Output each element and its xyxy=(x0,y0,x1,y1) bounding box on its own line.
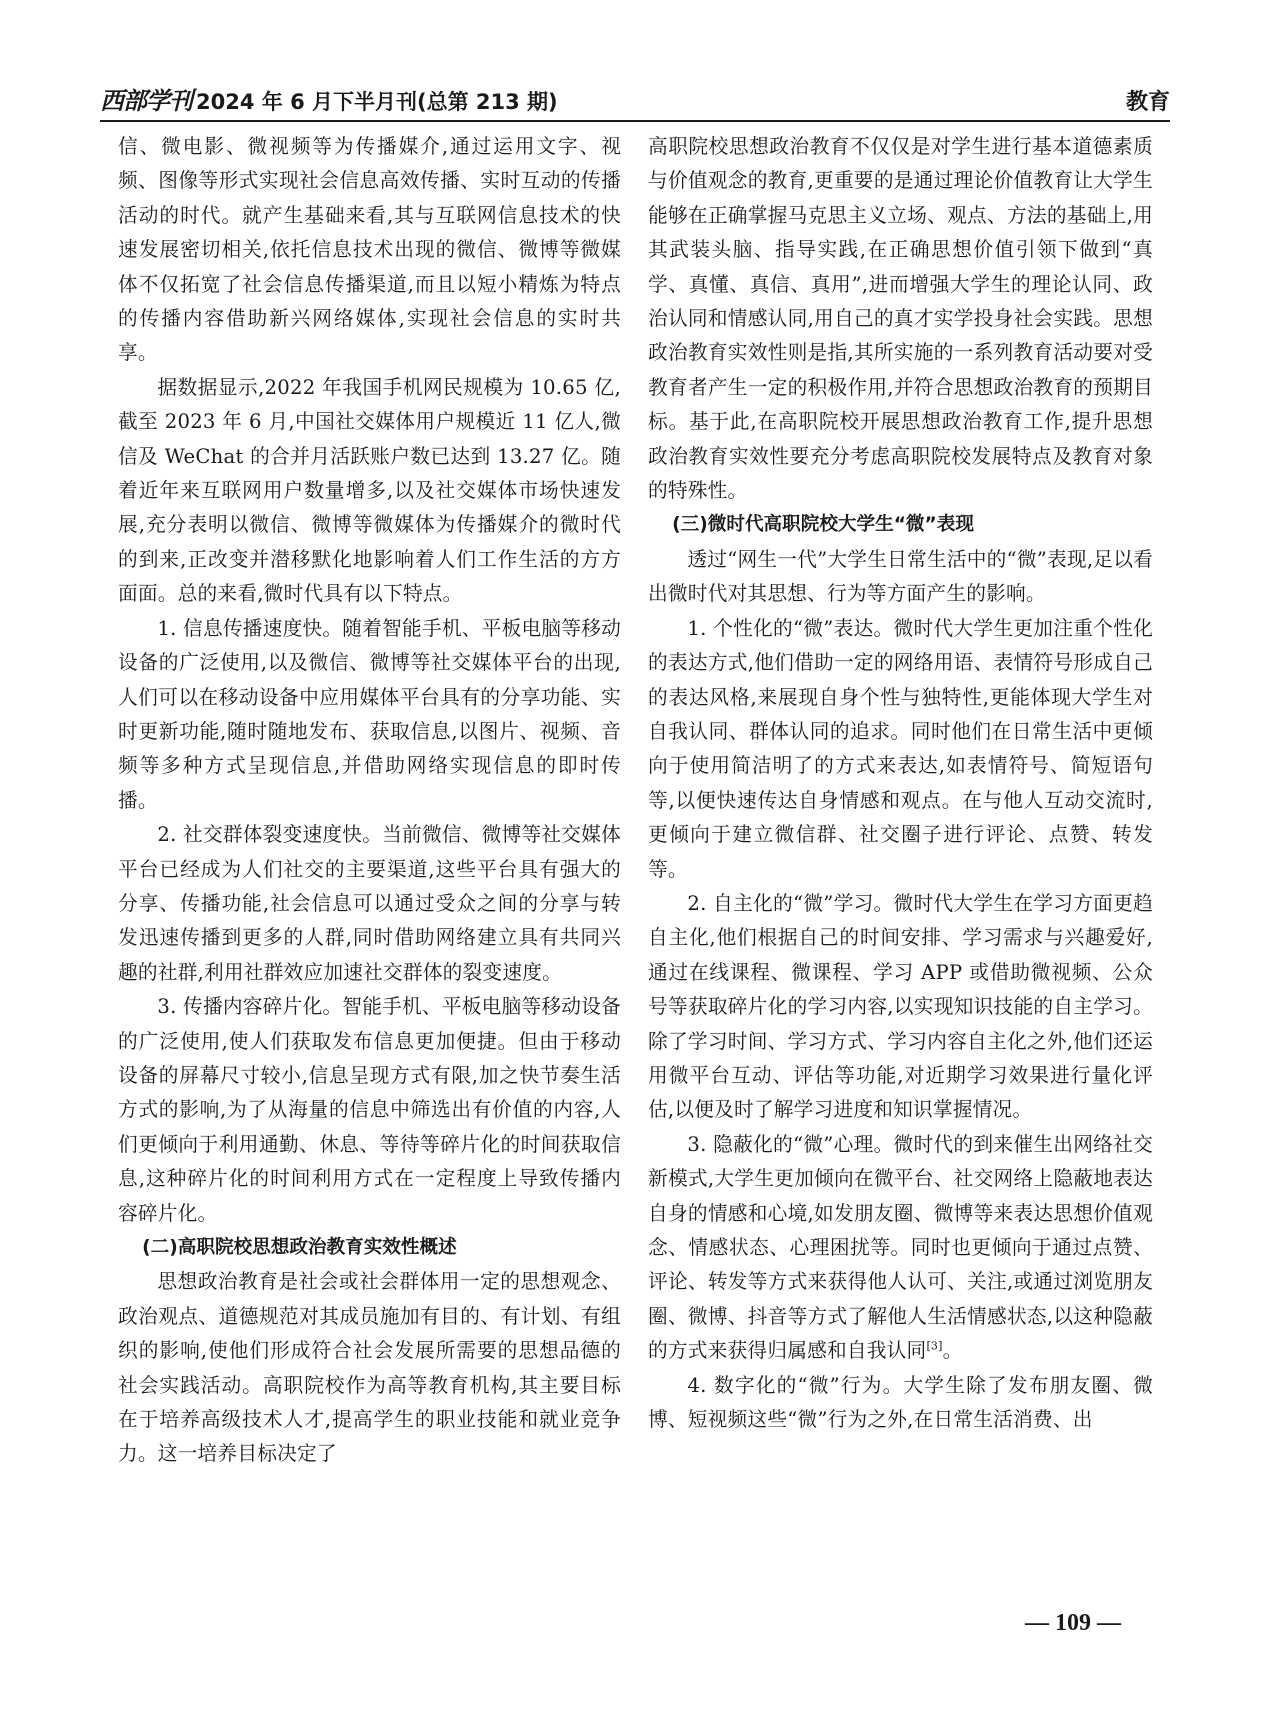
journal-logo: 西部学刊 xyxy=(100,86,192,115)
left-column xyxy=(118,130,621,1472)
page-number: — 109 — xyxy=(1025,1610,1121,1636)
citation-ref: [3] xyxy=(926,1339,943,1353)
paragraph: 信、微电影、微视频等为传播媒介,通过运用文字、视频、图像等形式实现社会信息高效传播、实时互动的传播活动的时代。就产生基础来看,其与互联网信息技术的快速发展密切相关,依托信息技术出现的微信、微博等微媒体不仅拓宽了社会信息传播渠道,而且以短小精炼为特点的传播内容借助新兴网络媒体,实现社会信息的实时共享。 xyxy=(118,135,621,365)
paragraph: 1. 个性化的“微”表达。微时代大学生更加注重个性化的表达方式,他们借助一定的网络用语、表情符号形成自己的表达风格,来展现自身个性与独特性,更能体现大学生对自我认同、群体认同的追求。同时他们在日常生活中更倾向于使用简洁明了的方式来表达,如表情符号、简短语句等,以便快速传达自身情感和观点。在与他人互动交流时,更倾向于建立微信群、社交圈子进行评论、点赞、转发等。 xyxy=(648,616,1153,881)
paragraph-text: 3. 隐蔽化的“微”心理。微时代的到来催生出网络社交新模式,大学生更加倾向在微平台、社交网络上隐蔽地表达自身的情感和心境,如发朋友圈、微博等来表达思想价值观念、情感状态、心理困扰等。同时也更倾向于通过点赞、评论、转发等方式来获得他人认可、关注,或通过浏览朋友圈、微博、抖音等方式了解他人生活情感状态,以这种隐蔽的方式来获得归属感和自我认同 xyxy=(648,1132,1153,1363)
paragraph-end: 。 xyxy=(942,1339,963,1363)
paragraph: 高职院校思想政治教育不仅仅是对学生进行基本道德素质与价值观念的教育,更重要的是通过理论价值教育让大学生能够在正确掌握马克思主义立场、观点、方法的基础上,用其武装头脑、指导实践,在正确思想价值引领下做到“真学、真懂、真信、真用”,进而增强大学生的理论认同、政治认同和情感认同,用自己的真才实学投身社会实践。思想政治教育实效性则是指,其所实施的一系列教育活动要对受教育者产生一定的积极作用,并符合思想政治教育的预期目标。基于此,在高职院校开展思想政治教育工作,提升思想政治教育实效性要充分考虑高职院校发展特点及教育对象的特殊性。 xyxy=(648,135,1153,503)
header-left xyxy=(100,81,558,120)
section-label: 教育 xyxy=(1125,90,1170,115)
right-column xyxy=(648,130,1153,1437)
paragraph xyxy=(648,1128,1153,1369)
issue-info: 2024 年 6 月下半月刊(总第 213 期) xyxy=(196,90,558,114)
paragraph: 2. 自主化的“微”学习。微时代大学生在学习方面更趋自主化,他们根据自己的时间安排、学习需求与兴趣爱好,通过在线课程、微课程、学习 APP 或借助微视频、公众号等获取碎片化的学习内容,以实现知识技能的自主学习。除了学习时间、学习方式、学习内容自主化之外,他们还运用微平台互动、评估等功能,对近期学习效果进行量化评估,以便及时了解学习进度和知识掌握情况。 xyxy=(648,891,1153,1122)
running-header xyxy=(100,86,1170,122)
paragraph: 据数据显示,2022 年我国手机网民规模为 10.65 亿,截至 2023 年 6 月,中国社交媒体用户规模近 11 亿人,微信及 WeChat 的合并月活跃账户数已达到 13.27 亿。随着近年来互联网用户数量增多,以及社交媒体市场快速发展,充分表明以微信、微博等微媒体为传播媒介的微时代的到来,正改变并潜移默化地影响着人们工作生活的方方面面。总的来看,微时代具有以下特点。 xyxy=(118,375,621,606)
section-heading: (二)高职院校思想政治教育实效性概述 xyxy=(142,1237,457,1258)
paragraph: 透过“网生一代”大学生日常生活中的“微”表现,足以看出微时代对其思想、行为等方面产生的影响。 xyxy=(648,547,1153,606)
paragraph: 2. 社交群体裂变速度快。当前微信、微博等社交媒体平台已经成为人们社交的主要渠道,这些平台具有强大的分享、传播功能,社会信息可以通过受众之间的分享与转发迅速传播到更多的人群,同时借助网络建立具有共同兴趣的社群,利用社群效应加速社交群体的裂变速度。 xyxy=(118,823,621,984)
paragraph: 4. 数字化的“微”行为。大学生除了发布朋友圈、微博、短视频这些“微”行为之外,在日常生活消费、出 xyxy=(648,1373,1153,1432)
paragraph: 3. 传播内容碎片化。智能手机、平板电脑等移动设备的广泛使用,使人们获取发布信息更加便捷。但由于移动设备的屏幕尺寸较小,信息呈现方式有限,加之快节奏生活方式的影响,为了从海量的信息中筛选出有价值的内容,人们更倾向于利用通勤、休息、等待等碎片化的时间获取信息,这种碎片化的时间利用方式在一定程度上导致传播内容碎片化。 xyxy=(118,995,621,1225)
section-heading: (三)微时代高职院校大学生“微”表现 xyxy=(672,514,974,536)
paragraph: 思想政治教育是社会或社会群体用一定的思想观念、政治观点、道德规范对其成员施加有目的、有计划、有组织的影响,使他们形成符合社会发展所需要的思想品德的社会实践活动。高职院校作为高等教育机构,其主要目标在于培养高级技术人才,提高学生的职业技能和就业竞争力。这一培养目标决定了 xyxy=(118,1270,621,1466)
paragraph: 1. 信息传播速度快。随着智能手机、平板电脑等移动设备的广泛使用,以及微信、微博等社交媒体平台的出现,人们可以在移动设备中应用媒体平台具有的分享功能、实时更新功能,随时随地发布、获取信息,以图片、视频、音频等多种方式呈现信息,并借助网络实现信息的即时传播。 xyxy=(118,616,621,812)
